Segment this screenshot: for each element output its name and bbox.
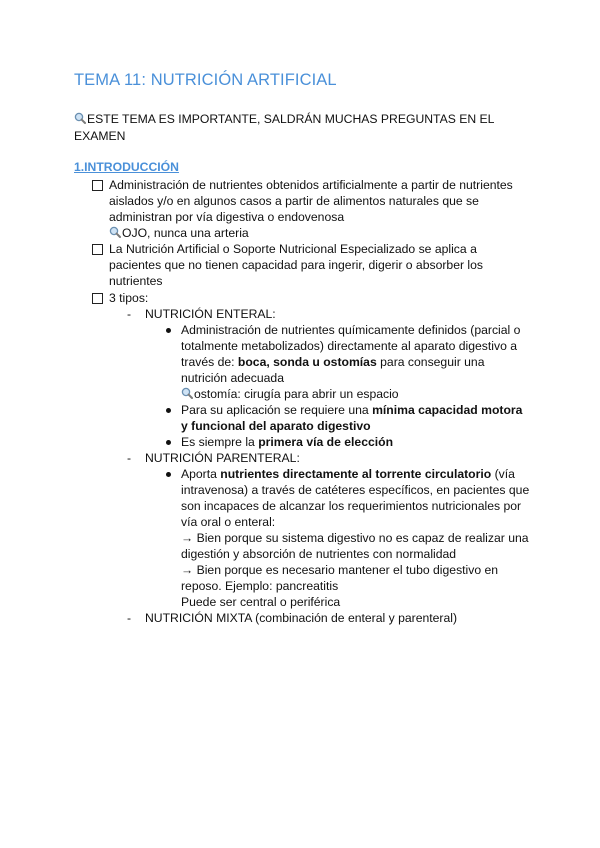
list-item — [109, 290, 148, 306]
dash-icon: - — [127, 611, 132, 625]
item-1-text: Administración de nutrientes obtenidos artificialmente a partir de nutrientes aislados y/o en algunos casos a partir de alimentos naturales que se administran por vía digestiva o endovenosa — [109, 178, 513, 225]
mixta-heading: NUTRICIÓN MIXTA (combinación de enteral y parenteral) — [145, 611, 458, 625]
bullet-icon — [166, 328, 171, 333]
list-item — [109, 241, 509, 289]
parenteral-heading: NUTRICIÓN PARENTERAL: — [145, 451, 300, 465]
parenteral-bullet-1: Aporta nutrientes directamente al torrente circulatorio (vía intravenosa) a través de catéteres específicos, en pacientes que son incapaces de alcanzar los requerimientos nutricionales por vía oral o enteral: — [181, 467, 530, 530]
item-1-note-text: OJO, nunca una arteria — [122, 226, 249, 240]
item-2-text: La Nutrición Artificial o Soporte Nutricional Especializado se aplica a pacientes que no tienen capacidad para ingerir, digerir o absorber los nutrientes — [109, 242, 483, 289]
magnifier-icon — [74, 112, 86, 124]
parenteral-arrow-1: → Bien porque su sistema digestivo no es capaz de realizar una digestión y absorción de nutrientes con normalidad — [181, 531, 529, 562]
dash-icon: - — [127, 307, 132, 321]
parenteral-central: Puede ser central o periférica — [181, 595, 341, 609]
bullet-icon — [166, 408, 171, 413]
magnifier-icon — [109, 226, 121, 238]
item-1-note — [109, 225, 409, 241]
parenteral-arrow-2: → Bien porque es necesario mantener el tubo digestivo en reposo. Ejemplo: pancreatitis — [181, 563, 499, 594]
enteral-bullet-3: Es siempre la primera vía de elección — [181, 435, 394, 449]
enteral-note: ostomía: cirugía para abrir un espacio — [181, 386, 481, 402]
section-title[interactable]: 1.INTRODUCCIÓN — [74, 160, 179, 174]
checkbox-icon[interactable] — [92, 244, 103, 255]
checkbox-icon[interactable] — [92, 293, 103, 304]
enteral-bullet-2: Para su aplicación se requiere una mínima capacidad motora y funcional del aparato digestivo — [181, 403, 523, 434]
item-3-text: 3 tipos: — [109, 291, 149, 305]
page-title: TEMA 11: NUTRICIÓN ARTIFICIAL — [74, 71, 337, 89]
important-note-text: ESTE TEMA ES IMPORTANTE, SALDRÁN MUCHAS PREGUNTAS EN EL EXAMEN — [74, 112, 495, 143]
magnifier-icon — [181, 387, 193, 399]
list-item — [109, 177, 529, 225]
dash-icon: - — [127, 451, 132, 465]
enteral-heading: NUTRICIÓN ENTERAL: — [145, 307, 276, 321]
bullet-icon — [166, 472, 171, 477]
bullet-icon — [166, 440, 171, 445]
important-note — [74, 111, 514, 145]
checkbox-icon[interactable] — [92, 180, 103, 191]
enteral-bullet-1: Administración de nutrientes químicamente definidos (parcial o totalmente metabolizados) directamente al aparato digestivo a través de: boca, sonda u ostomías para conseguir una nutrición adecuada — [181, 323, 521, 386]
